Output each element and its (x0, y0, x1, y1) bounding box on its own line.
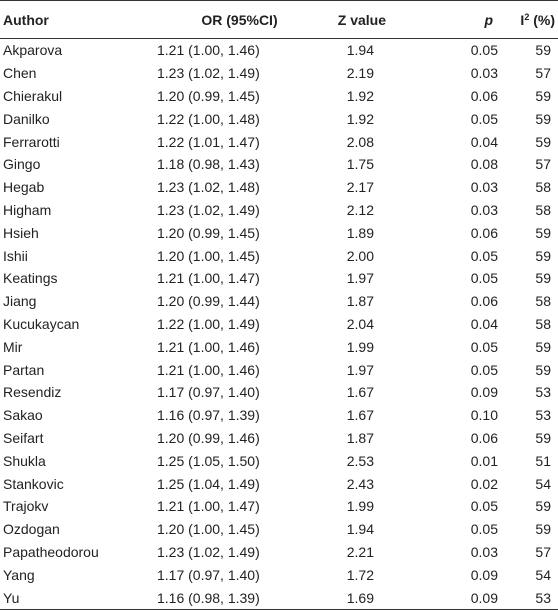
cell-z-value: 1.97 (346, 361, 374, 378)
table-row (0, 62, 558, 85)
table-row (0, 586, 558, 609)
cell-or: 1.21 (1.00, 1.47) (157, 498, 260, 515)
cell-z-value: 1.72 (346, 566, 374, 583)
cell-author: Hegab (3, 179, 45, 196)
cell-or: 1.23 (1.02, 1.48) (157, 179, 260, 196)
cell-or: 1.20 (0.99, 1.46) (157, 429, 260, 446)
cell-author: Ferrarotti (3, 133, 60, 150)
cell-author: Kucukaycan (3, 315, 80, 332)
table-row (0, 267, 558, 290)
header-i2-unit: (%) (529, 11, 555, 28)
cell-or: 1.23 (1.02, 1.49) (157, 201, 260, 218)
cell-or: 1.21 (1.00, 1.46) (157, 361, 260, 378)
cell-i2: 51 (535, 452, 551, 469)
cell-author: Ozdogan (3, 521, 60, 538)
table-row (0, 427, 558, 450)
cell-author: Resendiz (3, 384, 62, 401)
cell-author: Danilko (3, 110, 50, 127)
cell-i2: 57 (535, 156, 551, 173)
cell-p: 0.09 (470, 566, 498, 583)
table-row (0, 199, 558, 222)
cell-or: 1.22 (1.00, 1.48) (157, 110, 260, 127)
table-row (0, 153, 558, 176)
cell-p: 0.08 (470, 156, 498, 173)
cell-p: 0.02 (470, 475, 498, 492)
cell-p: 0.05 (470, 498, 498, 515)
cell-p: 0.05 (470, 110, 498, 127)
table-row (0, 563, 558, 586)
cell-p: 0.06 (470, 224, 498, 241)
cell-p: 0.05 (470, 521, 498, 538)
cell-z-value: 2.04 (346, 315, 374, 332)
cell-z-value: 1.92 (346, 110, 374, 127)
cell-p: 0.05 (470, 361, 498, 378)
table-body (0, 39, 558, 610)
table-row (0, 449, 558, 472)
header-z-value: Z value (305, 1, 425, 39)
cell-p: 0.03 (470, 201, 498, 218)
cell-or: 1.25 (1.04, 1.49) (157, 475, 260, 492)
cell-i2: 57 (535, 65, 551, 82)
cell-author: Chierakul (3, 87, 63, 104)
cell-i2: 53 (535, 407, 551, 424)
header-or: OR (95%CI) (140, 1, 305, 39)
cell-i2: 59 (535, 247, 551, 264)
cell-z-value: 1.87 (346, 293, 374, 310)
cell-p: 0.03 (470, 65, 498, 82)
cell-z-value: 1.67 (346, 407, 374, 424)
cell-i2: 54 (535, 566, 551, 583)
cell-i2: 57 (535, 543, 551, 560)
cell-author: Shukla (3, 452, 46, 469)
cell-z-value: 2.53 (346, 452, 374, 469)
table-row (0, 221, 558, 244)
table-row (0, 495, 558, 518)
cell-z-value: 1.97 (346, 270, 374, 287)
header-p: p (425, 1, 510, 39)
table-row (0, 313, 558, 336)
cell-or: 1.21 (1.00, 1.46) (157, 42, 260, 59)
cell-z-value: 1.69 (305, 586, 425, 609)
cell-author: Mir (3, 338, 23, 355)
cell-author: Ishii (3, 247, 28, 264)
table-row (0, 85, 558, 108)
cell-p: 0.09 (425, 586, 510, 609)
table-row (0, 472, 558, 495)
cell-z-value: 1.67 (346, 384, 374, 401)
header-i2-sup: 2 (524, 11, 530, 22)
cell-author: Stankovic (3, 475, 64, 492)
cell-z-value: 2.12 (346, 201, 374, 218)
table-row (0, 335, 558, 358)
cell-z-value: 1.99 (346, 498, 374, 515)
cell-p: 0.01 (470, 452, 498, 469)
table-row (0, 107, 558, 130)
cell-or: 1.21 (1.00, 1.47) (157, 270, 260, 287)
cell-i2: 59 (535, 498, 551, 515)
cell-or: 1.20 (1.00, 1.45) (157, 247, 260, 264)
header-author: Author (0, 1, 140, 39)
cell-or: 1.20 (0.99, 1.45) (157, 87, 260, 104)
cell-p: 0.04 (470, 315, 498, 332)
cell-or: 1.20 (1.00, 1.45) (157, 521, 260, 538)
table-row (0, 130, 558, 153)
cell-or: 1.21 (1.00, 1.46) (157, 338, 260, 355)
cell-z-value: 1.75 (346, 156, 374, 173)
cell-p: 0.06 (470, 293, 498, 310)
cell-p: 0.06 (470, 87, 498, 104)
cell-z-value: 1.99 (346, 338, 374, 355)
cell-author: Higham (3, 201, 52, 218)
cell-z-value: 2.00 (346, 247, 374, 264)
cell-author: Trajokv (3, 498, 49, 515)
cell-or: 1.17 (0.97, 1.40) (157, 566, 260, 583)
cell-z-value: 1.89 (346, 224, 374, 241)
cell-i2: 59 (535, 224, 551, 241)
table-row (0, 290, 558, 313)
table-row (0, 541, 558, 564)
cell-i2: 59 (535, 521, 551, 538)
cell-author: Gingo (3, 156, 41, 173)
cell-i2: 54 (535, 475, 551, 492)
cell-i2: 59 (535, 361, 551, 378)
table-row (0, 404, 558, 427)
table-row (0, 39, 558, 62)
cell-p: 0.03 (470, 179, 498, 196)
table-row (0, 381, 558, 404)
cell-p: 0.09 (470, 384, 498, 401)
table-row (0, 176, 558, 199)
cell-author: Papatheodorou (3, 543, 99, 560)
cell-author: Yang (3, 566, 35, 583)
cell-author: Jiang (3, 293, 37, 310)
header-i2 (510, 1, 558, 39)
cell-author: Akparova (3, 42, 63, 59)
cell-author: Seifart (3, 429, 44, 446)
cell-author: Chen (3, 65, 37, 82)
cell-i2: 53 (535, 384, 551, 401)
cell-p: 0.05 (470, 247, 498, 264)
table-row (0, 244, 558, 267)
cell-or: 1.16 (0.98, 1.39) (140, 586, 305, 609)
cell-i2: 58 (535, 293, 551, 310)
cell-p: 0.05 (470, 338, 498, 355)
cell-author: Sakao (3, 407, 43, 424)
cell-z-value: 2.08 (346, 133, 374, 150)
cell-or: 1.23 (1.02, 1.49) (157, 65, 260, 82)
cell-i2: 59 (535, 110, 551, 127)
cell-author: Yu (0, 586, 140, 609)
cell-i2: 59 (535, 429, 551, 446)
cell-i2: 59 (535, 270, 551, 287)
cell-or: 1.16 (0.97, 1.39) (157, 407, 260, 424)
cell-z-value: 1.87 (346, 429, 374, 446)
cell-i2: 53 (510, 586, 558, 609)
cell-p: 0.04 (470, 133, 498, 150)
cell-z-value: 2.21 (346, 543, 374, 560)
cell-or: 1.22 (1.00, 1.49) (157, 315, 260, 332)
table-header (0, 1, 558, 39)
cell-p: 0.05 (470, 270, 498, 287)
cell-z-value: 2.17 (346, 179, 374, 196)
cell-p: 0.10 (470, 407, 498, 424)
cell-i2: 58 (535, 179, 551, 196)
cell-p: 0.03 (470, 543, 498, 560)
cell-i2: 58 (535, 201, 551, 218)
cell-or: 1.25 (1.05, 1.50) (157, 452, 260, 469)
cell-or: 1.20 (0.99, 1.44) (157, 293, 260, 310)
cell-i2: 58 (535, 315, 551, 332)
cell-i2: 59 (535, 42, 551, 59)
cell-or: 1.22 (1.01, 1.47) (157, 133, 260, 150)
cell-or: 1.20 (0.99, 1.45) (157, 224, 260, 241)
cell-i2: 59 (535, 338, 551, 355)
cell-z-value: 1.94 (346, 42, 374, 59)
cell-z-value: 1.94 (346, 521, 374, 538)
header-row (0, 1, 558, 39)
cell-p: 0.06 (470, 429, 498, 446)
cell-author: Partan (3, 361, 45, 378)
cell-z-value: 2.19 (346, 65, 374, 82)
table-row (0, 358, 558, 381)
cell-p: 0.05 (470, 42, 498, 59)
cell-or: 1.23 (1.02, 1.49) (157, 543, 260, 560)
cell-i2: 59 (535, 133, 551, 150)
cell-z-value: 1.92 (346, 87, 374, 104)
cell-or: 1.17 (0.97, 1.40) (157, 384, 260, 401)
table-row (0, 518, 558, 541)
cell-z-value: 2.43 (346, 475, 374, 492)
header-i2-base: I (520, 11, 525, 28)
cell-author: Keatings (3, 270, 58, 287)
cell-or: 1.18 (0.98, 1.43) (157, 156, 260, 173)
cell-author: Hsieh (3, 224, 39, 241)
cell-i2: 59 (535, 87, 551, 104)
